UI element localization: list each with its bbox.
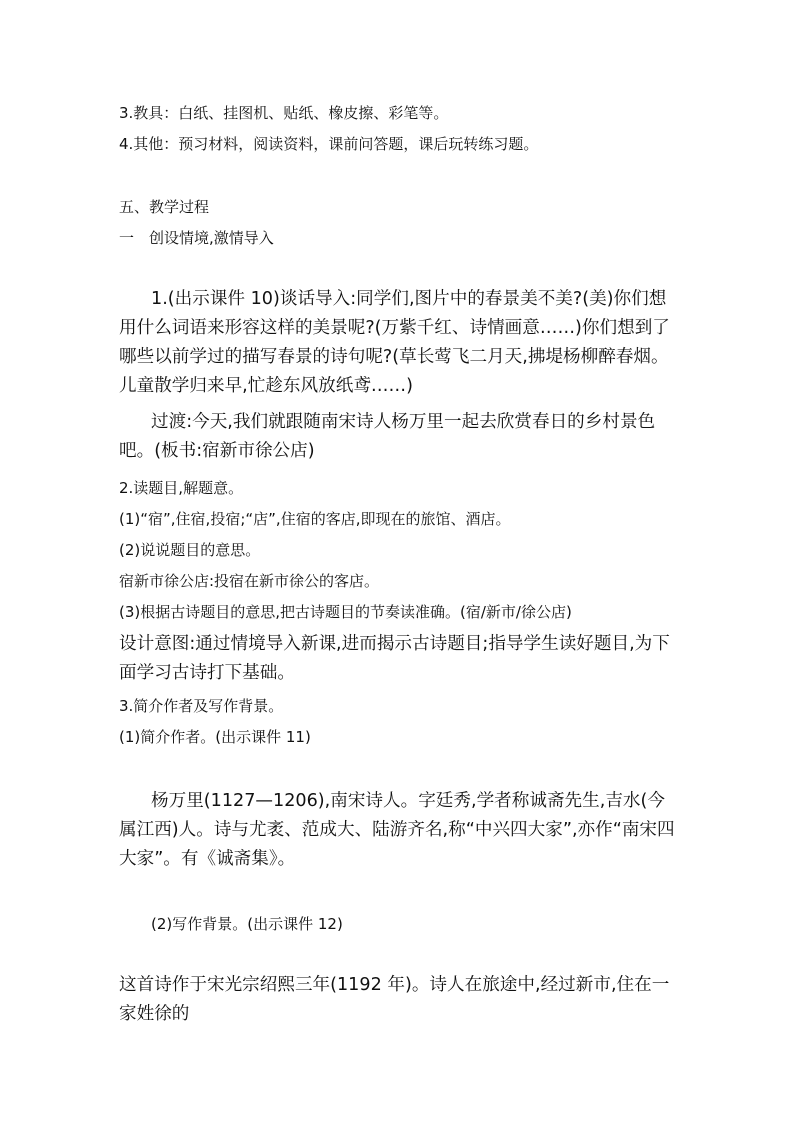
list-item-other-materials: 4.其他：预习材料，阅读资料，课前问答题，课后玩转练习题。 xyxy=(119,135,539,153)
author-paragraph: 杨万里(1127—1206),南宋诗人。字廷秀,学者称诚斋先生,吉水(今属江西)人。诗与尤袤、范成大、陆游齐名,称“中兴四大家”,亦作“南宋四大家”。有《诚斋集》。 xyxy=(119,791,675,869)
step-3-1: (1)简介作者。(出示课件 11) xyxy=(119,728,311,746)
step-2-2-answer: 宿新市徐公店:投宿在新市徐公的客店。 xyxy=(119,572,380,590)
subsection-title: 一 创设情境,激情导入 xyxy=(119,229,274,247)
step-2-1: (1)“宿”,住宿,投宿;“店”,住宿的客店,即现在的旅馆、酒店。 xyxy=(119,510,511,528)
step-2-3: (3)根据古诗题目的意思,把古诗题目的节奏读准确。(宿/新市/徐公店) xyxy=(119,603,572,621)
design-intent-paragraph: 设计意图:通过情境导入新课,进而揭示古诗题目;指导学生读好题目,为下面学习古诗打下基础。 xyxy=(119,634,670,683)
step-3-heading: 3.简介作者及写作背景。 xyxy=(119,697,284,715)
background-paragraph: 这首诗作于宋光宗绍熙三年(1192 年)。诗人在旅途中,经过新市,住在一家姓徐的 xyxy=(119,975,670,1024)
step-3-2: (2)写作背景。(出示课件 12) xyxy=(151,915,343,933)
step-2-heading: 2.读题目,解题意。 xyxy=(119,479,244,497)
step-2-2: (2)说说题目的意思。 xyxy=(119,541,261,559)
transition-paragraph: 过渡:今天,我们就跟随南宋诗人杨万里一起去欣赏春日的乡村景色吧。(板书:宿新市徐公店) xyxy=(119,412,656,461)
list-item-teaching-aids: 3.教具：白纸、挂图机、贴纸、橡皮擦、彩笔等。 xyxy=(119,104,449,122)
section-title: 五、教学过程 xyxy=(119,198,210,216)
intro-paragraph: 1.(出示课件 10)谈话导入:同学们,图片中的春景美不美?(美)你们想用什么词语来形容这样的美景呢?(万紫千红、诗情画意……)你们想到了哪些以前学过的描写春景的诗句呢?(草长莺飞二月天,拂堤杨柳醉春烟。儿童散学归来早,忙趁东风放纸鸢……) xyxy=(119,289,670,396)
